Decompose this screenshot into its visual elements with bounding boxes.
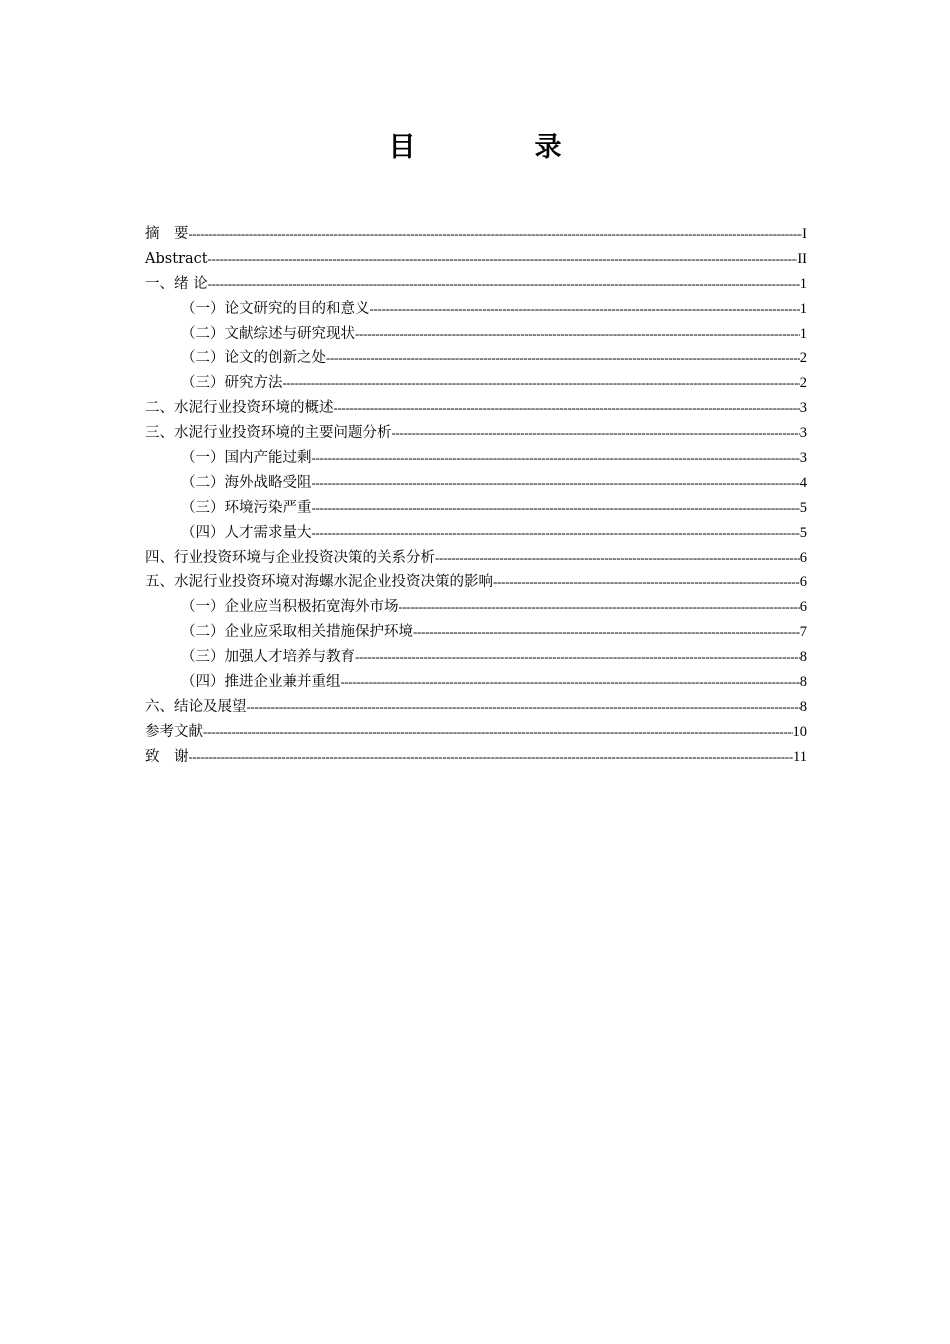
toc-dot-leader — [392, 421, 800, 446]
toc-entry-page: 5 — [799, 499, 807, 516]
toc-entry[interactable] — [145, 720, 807, 745]
toc-entry[interactable] — [145, 670, 807, 695]
toc-entry-page: 8 — [799, 698, 807, 715]
toc-entry[interactable] — [145, 496, 807, 521]
toc-entry-page: 3 — [799, 425, 807, 442]
toc-entry-label: 四、行业投资环境与企业投资决策的关系分析 — [145, 549, 435, 566]
toc-entry-page: 1 — [799, 300, 807, 317]
toc-dot-leader — [413, 620, 800, 645]
toc-entry-page: 2 — [799, 375, 807, 392]
toc-entry[interactable] — [145, 222, 807, 247]
toc-entry[interactable] — [145, 471, 807, 496]
toc-dot-leader — [399, 595, 800, 620]
toc-entry-label: 一、绪 论 — [145, 275, 208, 292]
toc-dot-leader — [312, 446, 800, 471]
toc-entry-page: 1 — [799, 275, 807, 292]
toc-entry-page: 5 — [799, 524, 807, 541]
toc-dot-leader — [341, 670, 800, 695]
toc-entry-label: （三）研究方法 — [181, 375, 283, 392]
toc-entry[interactable] — [145, 272, 807, 297]
toc-dot-leader — [493, 570, 800, 595]
toc-entry-label: （一）企业应当积极拓宽海外市场 — [181, 599, 399, 616]
toc-entry[interactable] — [145, 446, 807, 471]
table-of-contents — [145, 222, 807, 770]
toc-entry[interactable] — [145, 297, 807, 322]
toc-entry-label: 摘 要 — [145, 226, 189, 242]
toc-entry[interactable] — [145, 546, 807, 571]
toc-entry[interactable] — [145, 620, 807, 645]
toc-entry[interactable] — [145, 247, 807, 272]
toc-entry-page: 1 — [799, 325, 807, 342]
toc-dot-leader — [355, 645, 800, 670]
toc-dot-leader — [208, 247, 798, 272]
toc-entry-page: 11 — [793, 748, 807, 765]
toc-entry[interactable] — [145, 371, 807, 396]
toc-entry[interactable] — [145, 322, 807, 347]
toc-dot-leader — [312, 471, 800, 496]
toc-entry[interactable] — [145, 745, 807, 770]
toc-entry[interactable] — [145, 421, 807, 446]
toc-entry-page: 8 — [799, 674, 807, 691]
toc-entry-label: 六、结论及展望 — [145, 698, 247, 715]
toc-entry-label: 致 谢 — [145, 748, 189, 765]
toc-entry[interactable] — [145, 645, 807, 670]
toc-entry-label: （一）国内产能过剩 — [181, 450, 312, 467]
toc-entry-page: I — [802, 226, 807, 242]
toc-entry-page: 6 — [799, 549, 807, 566]
toc-dot-leader — [283, 371, 800, 396]
toc-entry[interactable] — [145, 396, 807, 421]
toc-entry-label: （三）加强人才培养与教育 — [181, 649, 355, 666]
toc-dot-leader — [435, 546, 800, 571]
toc-entry-page: 2 — [799, 350, 807, 367]
toc-dot-leader — [312, 521, 800, 546]
toc-title: 目 录 — [388, 132, 608, 163]
toc-entry-label: （二）论文的创新之处 — [181, 350, 326, 367]
toc-entry-label: 参考文献 — [145, 723, 203, 740]
toc-entry[interactable] — [145, 346, 807, 371]
toc-entry-label: （三）环境污染严重 — [181, 499, 312, 516]
toc-entry-page: II — [797, 250, 807, 267]
toc-entry-label: （二）企业应采取相关措施保护环境 — [181, 624, 413, 641]
toc-entry-page: 3 — [799, 400, 807, 417]
toc-entry[interactable] — [145, 521, 807, 546]
toc-entry-page: 4 — [799, 474, 807, 491]
toc-dot-leader — [208, 272, 800, 297]
toc-dot-leader — [247, 695, 800, 720]
toc-entry-label: （一）论文研究的目的和意义 — [181, 300, 370, 317]
toc-entry[interactable] — [145, 595, 807, 620]
toc-entry[interactable] — [145, 570, 807, 595]
toc-dot-leader — [189, 745, 794, 770]
toc-entry-page: 6 — [799, 574, 807, 591]
toc-entry-label: （二）海外战略受阻 — [181, 474, 312, 491]
toc-entry-page: 8 — [799, 649, 807, 666]
toc-entry-label: 三、水泥行业投资环境的主要问题分析 — [145, 425, 392, 442]
toc-dot-leader — [203, 720, 793, 745]
toc-entry-label: Abstract — [145, 250, 208, 267]
toc-dot-leader — [370, 297, 800, 322]
toc-dot-leader — [326, 346, 800, 371]
toc-dot-leader — [355, 322, 800, 347]
toc-dot-leader — [312, 496, 800, 521]
toc-dot-leader — [189, 222, 803, 247]
toc-entry-page: 10 — [792, 723, 807, 740]
toc-entry[interactable] — [145, 695, 807, 720]
toc-entry-label: （四）人才需求量大 — [181, 524, 312, 541]
toc-entry-page: 6 — [799, 599, 807, 616]
toc-entry-label: （二）文献综述与研究现状 — [181, 325, 355, 342]
toc-entry-label: 五、水泥行业投资环境对海螺水泥企业投资决策的影响 — [145, 574, 493, 591]
toc-entry-label: （四）推进企业兼并重组 — [181, 674, 341, 691]
toc-entry-page: 7 — [799, 624, 807, 641]
toc-entry-page: 3 — [799, 450, 807, 467]
toc-dot-leader — [334, 396, 800, 421]
toc-entry-label: 二、水泥行业投资环境的概述 — [145, 400, 334, 417]
